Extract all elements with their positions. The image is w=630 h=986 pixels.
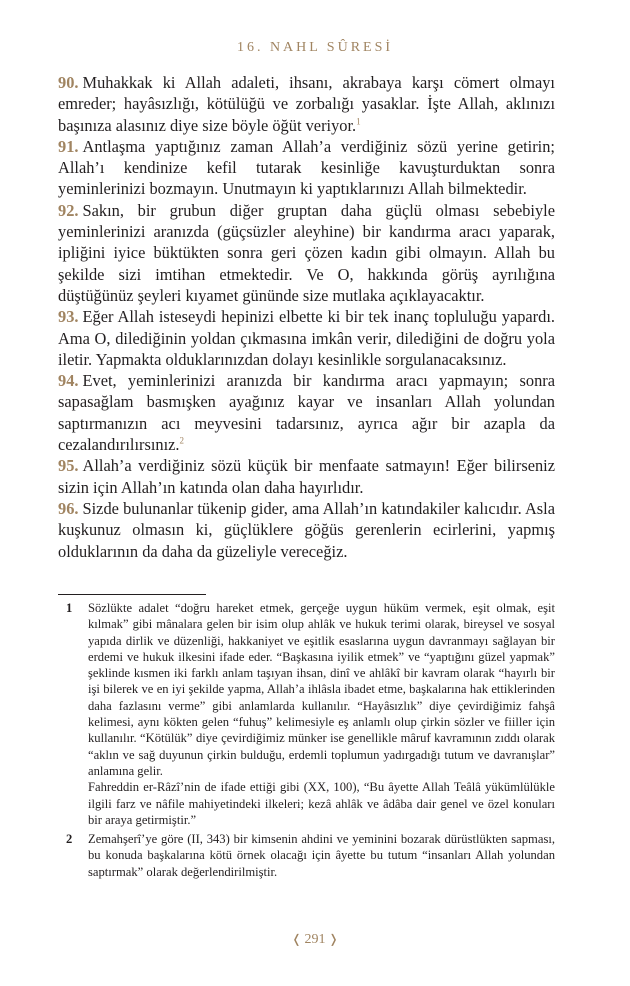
verse-body: Eğer Allah isteseydi hepinizi elbette ki bir tek inanç topluluğu yapardı. Ama O, dilediğinin yoldan çıkmasına imkân verir, dilediğini de doğru yola iletir. Yapmakta olduklarınızdan dolayı kesinlikle sorgulanacaksınız. — [58, 307, 555, 369]
verse-number: 93. — [58, 307, 79, 327]
verse — [58, 306, 555, 370]
verse-body: Antlaşma yaptığınız zaman Allah’a verdiğiniz sözü yerine getirin; Allah’ı kendinize kefil tutarak kesinliğe kavuşturduktan sonra yeminlerinizi bozmayın. Unutmayın ki yaptıklarınızı Allah bilmektedir. — [58, 136, 555, 199]
verse-number: 96. — [58, 498, 79, 518]
page-number-block — [0, 932, 630, 948]
verse-body: Evet, yeminlerinizi aranızda bir kandırma aracı yapmayın; sonra sapasağlam basmışken ayağınız kayar ve insanları Allah yolundan saptırmanızın acı meyvesini tadarsınız, ayrıca ağır bir azapla da cezalandırılırsınız. — [58, 371, 555, 455]
footnote — [58, 831, 555, 880]
verse-number: 91. — [58, 136, 79, 156]
verse-number: 92. — [58, 200, 79, 220]
running-header: 16. NAHL SÛRESİ — [236, 40, 394, 55]
verse — [58, 498, 555, 562]
verse-number: 95. — [58, 456, 79, 476]
footnote-paragraph: Fahreddin er-Râzî’nin de ifade ettiği gibi (XX, 100), “Bu âyette Allah Teâlâ yükümlülükle ilgili farz ve nâfile mahiyetindeki ilkeleri; kezâ ahlâk ve âdâba dair genel ve özel konuları bir araya getirmiştir.” — [88, 780, 555, 827]
footnote-body — [88, 831, 555, 880]
footnote-number: 1 — [66, 601, 73, 615]
verse — [58, 72, 555, 136]
verse-number: 90. — [58, 73, 79, 92]
verse-body: Allah’a verdiğiniz sözü küçük bir menfaate satmayın! Eğer bilirseniz sizin için Allah’ın katında olan daha hayırlıdır. — [58, 456, 555, 497]
verse-body: Muhakkak ki Allah adaleti, ihsanı, akrabaya karşı cömert olmayı emreder; hayâsızlığı, kötülüğü ve zorbalığı yasaklar. İşte Allah, aklınızı başınıza alasınız diye size böyle öğüt veriyor. — [58, 73, 555, 135]
verse-body: Sakın, bir grubun diğer gruptan daha güçlü olması sebebiyle yeminlerinizi aranızda (güçsüzler aleyhine) bir kandırma aracı yaparak, ipliğini iyice büktükten sonra geri çözen kadın gibi olmayın. Allah bu şekilde sizi imtihan etmektedir. Ve O, hakkında görüş ayrılığına düştüğünüz şeyleri kıyamet gününde size mutlaka açıklayacaktır. — [58, 200, 555, 305]
verse-text — [58, 72, 555, 562]
left-ornament-icon: ❬ — [291, 932, 302, 946]
verse-number: 94. — [58, 371, 79, 391]
footnote-paragraph: Sözlükte adalet “doğru hareket etmek, gerçeğe uygun hüküm vermek, eşit olmak, eşit kılmak” gibi mânalara gelen bir isim olup ahlâk ve hukuk terimi olarak, bireysel ve sosyal yapıda dirlik ve düzenliği, hakkaniyet ve eşitlik esaslarına uygun davranmayı sağlayan bir erdemi ve hukuk ilkesini ifade eder. “Başkasına iyilik etmek” ve “yaptığını güzel yapmak” şeklinde kısmen iki farklı anlam taşıyan ihsan, dinî ve ahlâkî bir kavram olarak “hayırlı bir işi bilerek ve en iyi şekilde yapma, Allah’a ihlâsla ibadet etme, başkalarına hak ettiklerinden daha fazlasını verme” gibi anlamlarda kullanılır. “Hayâsızlık” diye çevirdiğimiz fahşâ kelimesi, aynı kökten gelen “fuhuş” kelimesiyle eş anlamlı olup çirkin sözler ve fiiller için kullanılır. “Kötülük” diye çevirdiğimiz münker ise genellikle mâruf kavramının zıddı olarak “aklın ve sağ duyunun çirkin bulduğu, erdemli toplumun yadırgadığı tutum ve davranışlar” anlamına gelir. — [88, 601, 555, 778]
verse — [58, 455, 555, 498]
footnote — [58, 600, 555, 828]
verse — [58, 136, 555, 200]
footnote-body — [88, 600, 555, 828]
page-number: 291 — [304, 932, 326, 947]
footnote-number: 2 — [66, 832, 73, 847]
right-ornament-icon: ❭ — [328, 932, 339, 946]
verse-body: Sizde bulunanlar tükenip gider, ama Allah’ın katındakiler kalıcıdır. Asla kuşkunuz olmasın ki, güçlüklere göğüs gerenlerin ecirlerini, yapmış olduklarının da daha da güzeliyle vereceğiz. — [58, 498, 555, 561]
verse — [58, 200, 555, 306]
footnote-paragraph: Zemahşerî’ye göre (II, 343) bir kimsenin ahdini ve yeminini bozarak dürüstlükten sapması, bu konuda başkalarına kötü örnek olacağı için âyette bu tutum “insanları Allah yolundan saptırmak” olarak değerlendirilmiştir. — [88, 832, 555, 879]
footnote-divider — [58, 594, 206, 595]
footnote-ref[interactable]: 2 — [179, 435, 185, 446]
verse — [58, 370, 555, 455]
footnote-ref[interactable]: 1 — [356, 116, 361, 127]
footnotes — [58, 600, 555, 883]
